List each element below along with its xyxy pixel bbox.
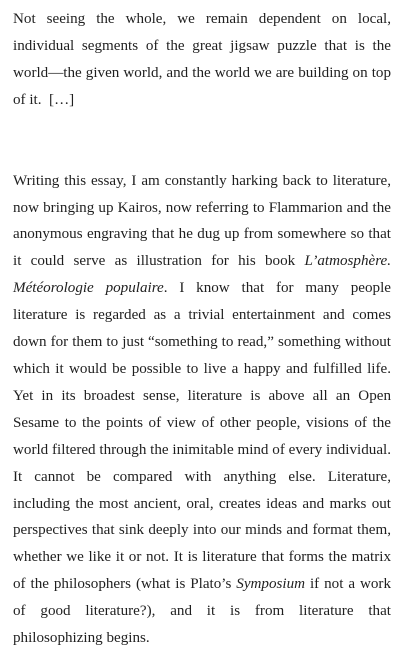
paragraph-1-text: Not seeing the whole, we remain dependent on local, individual segments of the great jigsaw puzzle that is the world—the given world, and the world we are building on top of it. […] bbox=[13, 11, 391, 108]
work-title: Symposium bbox=[236, 576, 306, 593]
paragraph-2 bbox=[13, 168, 391, 652]
paragraph-2-text-b: . I know that for many people literature is regarded as a trivial entertainment and comes down for them to just “something to read,” something without which it would be possible to live a happy and fulfilled life. Yet in its broadest sense, literature is above all an Open Sesame to the points of view of other people, visions of the world filtered through the inimitable mind of every individual. It cannot be compared with anything else. Literature, including the most ancient, oral, creates ideas and marks out perspectives that sink deeply into our minds and format them, whether we like it or not. It is literature that forms the matrix of the philosophers (what is Plato’s bbox=[13, 280, 391, 593]
book-title: L’atmosphère. Météorologie populaire bbox=[13, 253, 391, 297]
paragraph-spacer bbox=[13, 114, 391, 168]
paragraph-2-text-a: Writing this essay, I am constantly harking back to literature, now bringing up Kairos, now referring to Flammarion and the anonymous engraving that he dug up from somewhere so that it could serve as illustration for his book bbox=[13, 172, 391, 270]
paragraph-1 bbox=[13, 6, 391, 114]
paragraph-2-text-c: if not a work of good literature?), and it is from literature that philosophizing begins. bbox=[13, 576, 391, 647]
document-page bbox=[13, 6, 391, 652]
